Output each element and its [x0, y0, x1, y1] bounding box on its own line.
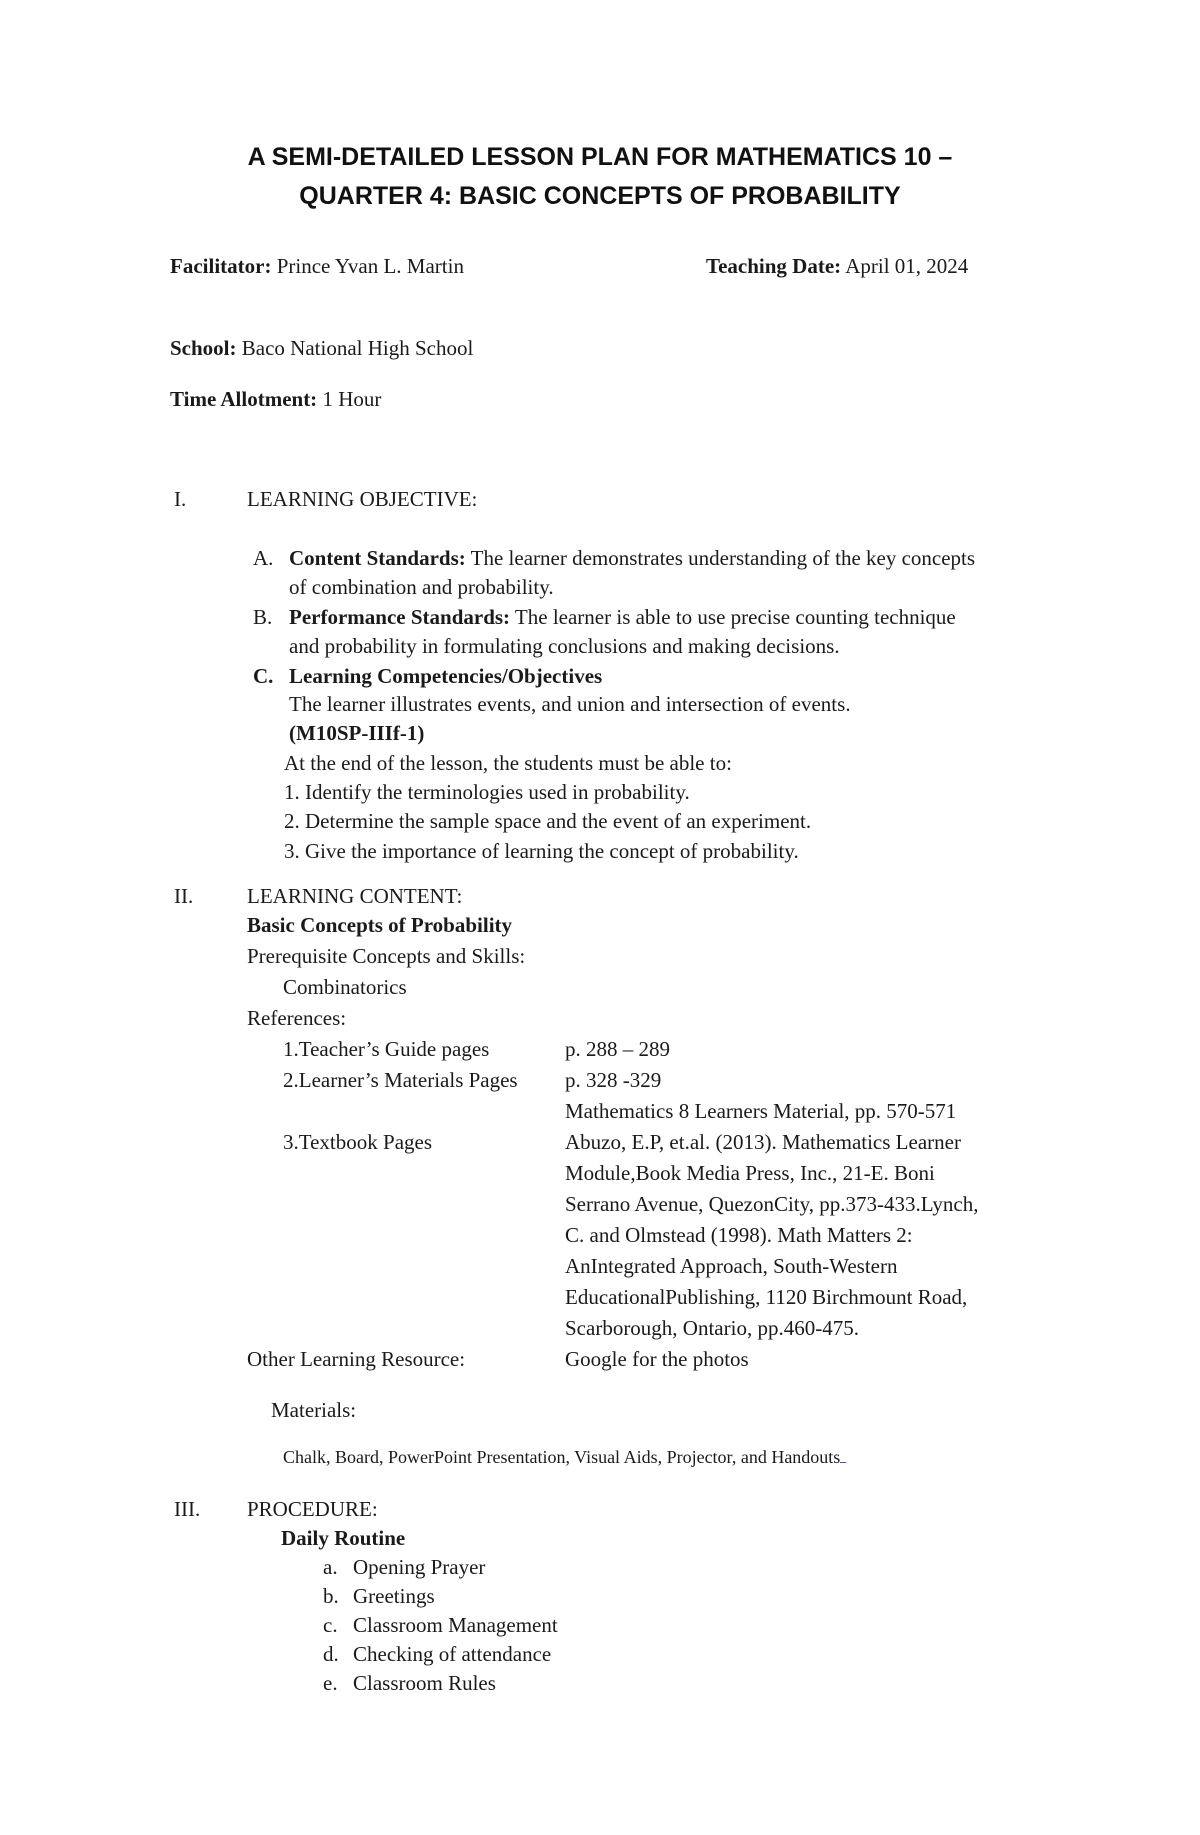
- section-1-heading: LEARNING OBJECTIVE:: [247, 487, 478, 511]
- title-line-1: A SEMI-DETAILED LESSON PLAN FOR MATHEMATICS 10 –: [247, 143, 953, 171]
- section-2-numeral: II.: [174, 884, 194, 908]
- routine-marker: a.: [323, 1555, 338, 1579]
- section-3-numeral: III.: [174, 1497, 201, 1521]
- routine-item: Opening Prayer: [353, 1555, 486, 1579]
- reference-value: p. 288 – 289: [565, 1037, 670, 1061]
- content-standards-line-1: [289, 546, 975, 571]
- content-standards-line-2: of combination and probability.: [289, 575, 554, 599]
- teaching-date-value: April 01, 2024: [845, 254, 969, 278]
- performance-standards-line-2: and probability in formulating conclusions and making decisions.: [289, 634, 840, 658]
- competency-code: (M10SP-IIIf-1): [289, 721, 425, 745]
- performance-standards-line-1: [289, 605, 956, 630]
- textbook-citation-line: EducationalPublishing, 1120 Birchmount Road,: [565, 1285, 968, 1309]
- teaching-date-label: Teaching Date:: [706, 254, 842, 278]
- daily-routine-heading: Daily Routine: [281, 1526, 406, 1550]
- prerequisite-value: Combinatorics: [283, 975, 407, 999]
- performance-standards-label: Performance Standards:: [289, 605, 511, 629]
- reference-label: 1.Teacher’s Guide pages: [283, 1037, 490, 1061]
- competencies-text: The learner illustrates events, and union and intersection of events.: [289, 692, 851, 716]
- school-row: [170, 336, 473, 361]
- routine-marker: d.: [323, 1642, 339, 1666]
- time-allotment-value: 1 Hour: [322, 387, 382, 411]
- objective-item: 3. Give the importance of learning the concept of probability.: [284, 839, 799, 863]
- textbook-citation-line: Abuzo, E.P, et.al. (2013). Mathematics Learner: [565, 1130, 961, 1154]
- textbook-citation-line: Module,Book Media Press, Inc., 21-E. Boni: [565, 1161, 935, 1185]
- title-line-2: QUARTER 4: BASIC CONCEPTS OF PROBABILITY: [299, 182, 901, 210]
- item-b-marker: B.: [253, 605, 273, 629]
- section-3-heading: PROCEDURE:: [247, 1497, 378, 1521]
- content-standards-text: The learner demonstrates understanding of the key concepts: [470, 546, 976, 570]
- textbook-citation-line: Serrano Avenue, QuezonCity, pp.373-433.Lynch,: [565, 1192, 979, 1216]
- routine-item: Classroom Management: [353, 1613, 558, 1637]
- materials-value: [283, 1444, 846, 1469]
- school-label: School:: [170, 336, 237, 360]
- textbook-citation-line: Scarborough, Ontario, pp.460-475.: [565, 1316, 859, 1340]
- objective-item: 2. Determine the sample space and the event of an experiment.: [284, 809, 812, 833]
- routine-item: Checking of attendance: [353, 1642, 552, 1666]
- references-label: References:: [247, 1006, 347, 1030]
- school-value: Baco National High School: [241, 336, 474, 360]
- performance-standards-text: The learner is able to use precise counting technique: [514, 605, 956, 629]
- routine-marker: b.: [323, 1584, 339, 1608]
- textbook-citation-line: C. and Olmstead (1998). Math Matters 2:: [565, 1223, 913, 1247]
- textbook-citation-line: AnIntegrated Approach, South-Western: [565, 1254, 898, 1278]
- teaching-date-row: [706, 254, 968, 279]
- other-resource-label: Other Learning Resource:: [247, 1347, 466, 1371]
- reference-value: p. 328 -329: [565, 1068, 662, 1092]
- competencies-label: Learning Competencies/Objectives: [289, 664, 603, 688]
- section-2-heading: LEARNING CONTENT:: [247, 884, 463, 908]
- materials-label: Materials:: [271, 1398, 357, 1422]
- facilitator-label: Facilitator:: [170, 254, 272, 278]
- reference-label: 3.Textbook Pages: [283, 1130, 433, 1154]
- routine-item: Classroom Rules: [353, 1671, 496, 1695]
- content-standards-label: Content Standards:: [289, 546, 466, 570]
- other-resource-value: Google for the photos: [565, 1347, 749, 1371]
- learning-topic: Basic Concepts of Probability: [247, 913, 513, 937]
- underline-mark: [840, 1444, 846, 1463]
- item-c-marker: C.: [253, 664, 274, 688]
- item-a-marker: A.: [253, 546, 274, 570]
- prerequisite-label: Prerequisite Concepts and Skills:: [247, 944, 526, 968]
- materials-text: Chalk, Board, PowerPoint Presentation, Visual Aids, Projector, and Handouts: [283, 1447, 841, 1467]
- routine-marker: c.: [323, 1613, 338, 1637]
- facilitator-row: [170, 254, 464, 279]
- time-allotment-label: Time Allotment:: [170, 387, 318, 411]
- objectives-intro: At the end of the lesson, the students must be able to:: [284, 751, 732, 775]
- reference-label: 2.Learner’s Materials Pages: [283, 1068, 518, 1092]
- reference-value: Mathematics 8 Learners Material, pp. 570-571: [565, 1099, 957, 1123]
- time-allotment-row: [170, 387, 381, 412]
- routine-item: Greetings: [353, 1584, 435, 1608]
- objective-item: 1. Identify the terminologies used in probability.: [284, 780, 690, 804]
- routine-marker: e.: [323, 1671, 338, 1695]
- facilitator-value: Prince Yvan L. Martin: [276, 254, 464, 278]
- section-1-numeral: I.: [174, 487, 187, 511]
